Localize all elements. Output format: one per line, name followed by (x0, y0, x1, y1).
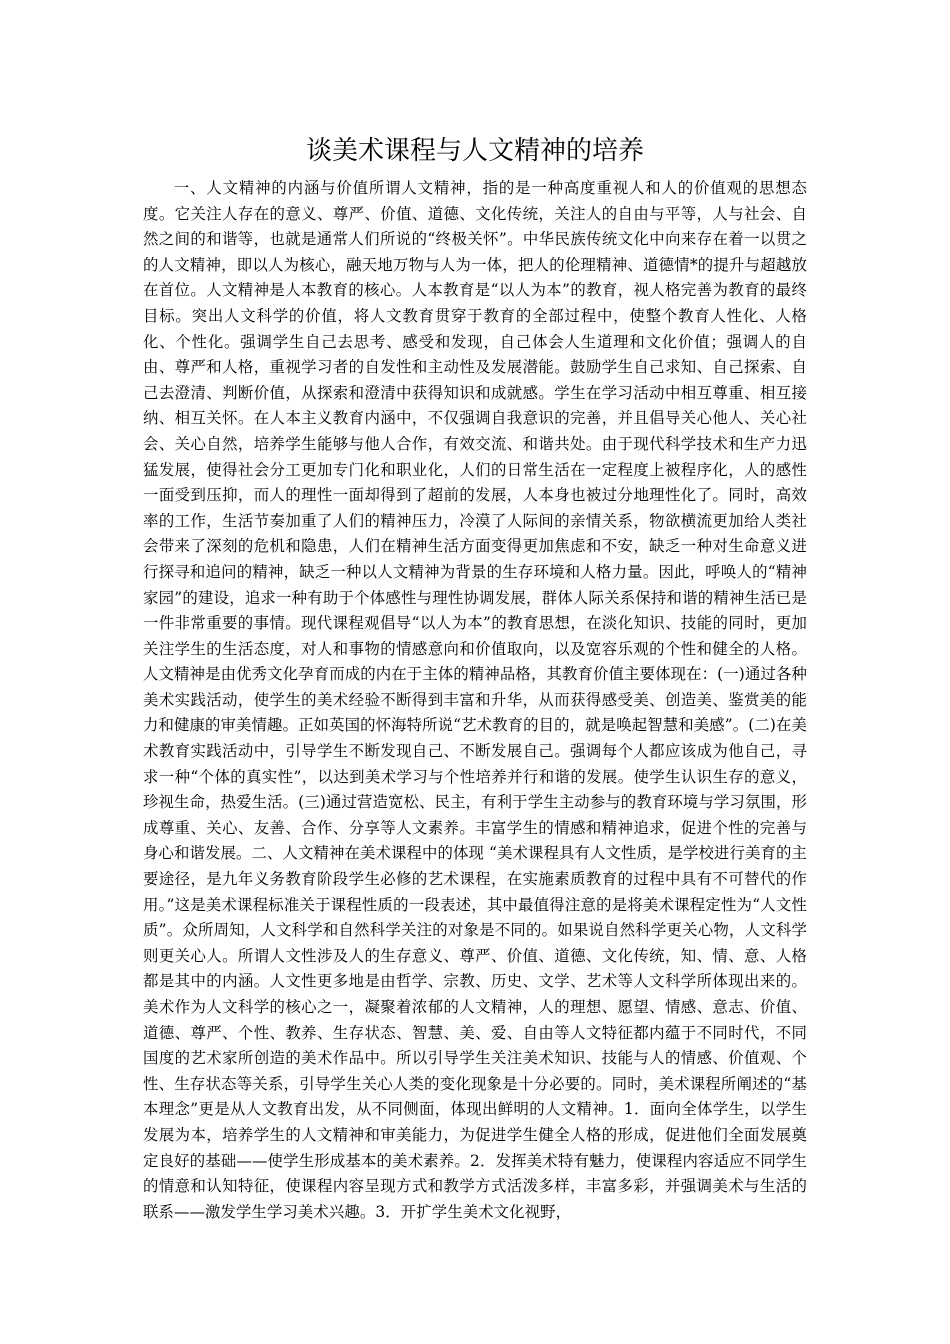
document-body-paragraph: 一、人文精神的内涵与价值所谓人文精神，指的是一种高度重视人和人的价值观的思想态度。它关注人存在的意义、尊严、价值、道德、文化传统，关注人的自由与平等，人与社会、自然之间的和谐等，也就是通常人们所说的“终极关怀”。中华民族传统文化中向来存在着一以贯之的人文精神，即以人为核心，融天地万物与人为一体，把人的伦理精神、道德情*的提升与超越放在首位。人文精神是人本教育的核心。人本教育是“以人为本”的教育，视人格完善为教育的最终目标。突出人文科学的价值，将人文教育贯穿于教育的全部过程中，使整个教育人性化、人格化、个性化。强调学生自己去思考、感受和发现，自己体会人生道理和文化价值；强调人的自由、尊严和人格，重视学习者的自发性和主动性及发展潜能。鼓励学生自己求知、自己探索、自己去澄清、判断价值，从探索和澄清中获得知识和成就感。学生在学习活动中相互尊重、相互接纳、相互关怀。在人本主义教育内涵中，不仅强调自我意识的完善，并且倡导关心他人、关心社会、关心自然，培养学生能够与他人合作，有效交流、和谐共处。由于现代科学技术和生产力迅猛发展，使得社会分工更加专门化和职业化，人们的日常生活在一定程度上被程序化，人的感性一面受到压抑，而人的理性一面却得到了超前的发展，人本身也被过分地理性化了。同时，高效率的工作，生活节奏加重了人们的精神压力，冷漠了人际间的亲情关系，物欲横流更加给人类社会带来了深刻的危机和隐患，人们在精神生活方面变得更加焦虑和不安，缺乏一种对生命意义进行探寻和追问的精神，缺乏一种以人文精神为背景的生存环境和人格力量。因此，呼唤人的“精神家园”的建设，追求一种有助于个体感性与理性协调发展，群体人际关系保持和谐的精神生活已是一件非常重要的事情。现代课程观倡导“以人为本”的教育思想，在淡化知识、技能的同时，更加关注学生的生活态度，对人和事物的情感意向和价值取向，以及宽容乐观的个性和健全的人格。人文精神是由优秀文化孕育而成的内在于主体的精神品格，其教育价值主要体现在：(一)通过各种美术实践活动，使学生的美术经验不断得到丰富和升华，从而获得感受美、创造美、鉴赏美的能力和健康的审美情趣。正如英国的怀海特所说“艺术教育的目的，就是唤起智慧和美感”。(二)在美术教育实践活动中，引导学生不断发现自己、不断发展自己。强调每个人都应该成为他自己，寻求一种“个体的真实性”，以达到美术学习与个性培养并行和谐的发展。使学生认识生存的意义，珍视生命，热爱生活。(三)通过营造宽松、民主，有利于学生主动参与的教育环境与学习氛围，形成尊重、关心、友善、合作、分享等人文素养。丰富学生的情感和精神追求，促进个性的完善与身心和谐发展。二、人文精神在美术课程中的体现 “美术课程具有人文性质，是学校进行美育的主要途径，是九年义务教育阶段学生必修的艺术课程，在实施素质教育的过程中具有不可替代的作用。”这是美术课程标准关于课程性质的一段表述，其中最值得注意的是将美术课程定性为“人文性质”。众所周知，人文科学和自然科学关注的对象是不同的。如果说自然科学更关心物，人文科学则更关心人。所谓人文性涉及人的生存意义、尊严、价值、道德、文化传统，知、情、意、人格都是其中的内涵。人文性更多地是由哲学、宗教、历史、文学、艺术等人文科学所体现出来的。美术作为人文科学的核心之一，凝聚着浓郁的人文精神，人的理想、愿望、情感、意志、价值、道德、尊严、个性、教养、生存状态、智慧、美、爱、自由等人文特征都内蕴于不同时代，不同国度的艺术家所创造的美术作品中。所以引导学生关注美术知识、技能与人的情感、价值观、个性、生存状态等关系，引导学生关心人类的变化现象是十分必要的。同时，美术课程所阐述的“基本理念”更是从人文教育出发，从不同侧面，体现出鲜明的人文精神。1．面向全体学生，以学生发展为本，培养学生的人文精神和审美能力，为促进学生健全人格的形成，促进他们全面发展奠定良好的基础——使学生形成基本的美术素养。2．发挥美术特有魅力，使课程内容适应不同学生的情意和认知特征，使课程内容呈现方式和教学方式活泼多样，丰富多彩，并强调美术与生活的联系——激发学生学习美术兴趣。3．开扩学生美术文化视野， (143, 179, 807, 1221)
document-title: 谈美术课程与人文精神的培养 (305, 136, 644, 166)
